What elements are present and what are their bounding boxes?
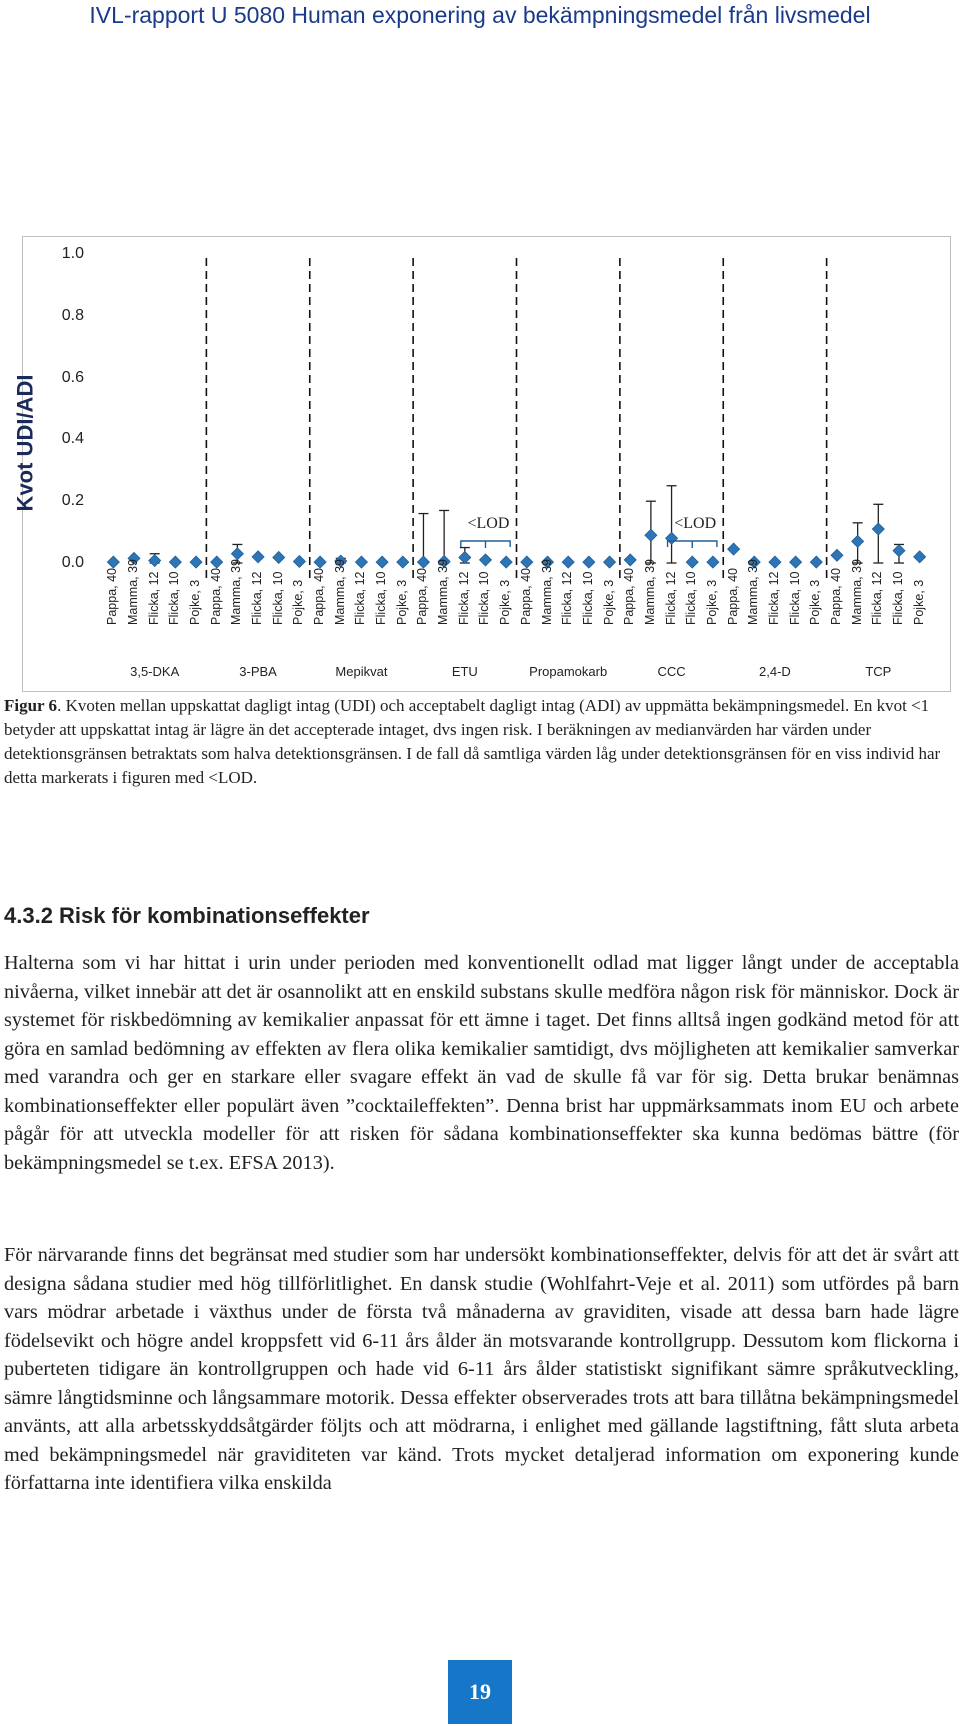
data-point xyxy=(769,556,781,568)
x-tick-label: Pojke, 3 xyxy=(394,579,409,625)
y-tick-label: 0.2 xyxy=(61,492,84,510)
x-tick-label: Flicka, 12 xyxy=(353,571,368,625)
x-tick-label: Pojke, 3 xyxy=(704,579,719,625)
data-point xyxy=(293,555,305,567)
data-point xyxy=(831,549,843,561)
group-label: ETU xyxy=(451,664,478,679)
group-label: 3,5-DKA xyxy=(130,664,180,679)
x-tick-label: Pappa, 40 xyxy=(312,568,327,625)
group-label: 2,4-D xyxy=(759,664,791,679)
x-tick-label: Flicka, 10 xyxy=(890,571,905,625)
group-label: 3-PBA xyxy=(239,664,277,679)
x-tick-label: Pojke, 3 xyxy=(498,579,513,625)
section-title: 4.3.2 Risk för kombinationseffekter xyxy=(4,903,370,928)
data-point xyxy=(355,556,367,568)
data-point xyxy=(707,556,719,568)
x-tick-label: Pappa, 40 xyxy=(208,568,223,625)
x-tick-label: Mamma, 39 xyxy=(229,559,244,625)
data-point xyxy=(190,556,202,568)
data-point xyxy=(376,556,388,568)
data-point xyxy=(872,523,884,535)
x-tick-label: Pappa, 40 xyxy=(725,568,740,625)
data-point xyxy=(252,551,264,563)
data-point xyxy=(562,556,574,568)
x-tick-label: Flicka, 10 xyxy=(684,571,699,625)
data-point xyxy=(604,556,616,568)
data-point xyxy=(521,556,533,568)
data-point xyxy=(500,556,512,568)
x-tick-label: Flicka, 12 xyxy=(663,571,678,625)
y-tick-label: 1.0 xyxy=(61,245,84,262)
x-tick-label: Flicka, 10 xyxy=(167,571,182,625)
group-label: Mepikvat xyxy=(335,664,388,679)
data-point xyxy=(417,556,429,568)
data-point xyxy=(728,543,740,555)
x-tick-label: Flicka, 10 xyxy=(477,571,492,625)
x-tick-label: Flicka, 12 xyxy=(870,571,885,625)
x-tick-label: Pojke, 3 xyxy=(291,579,306,625)
x-tick-label: Mamma, 39 xyxy=(436,559,451,625)
x-tick-label: Pojke, 3 xyxy=(601,579,616,625)
group-label: Propamokarb xyxy=(529,664,608,679)
report-header: IVL-rapport U 5080 Human exponering av bekämpningsmedel från livsmedel xyxy=(89,2,871,28)
data-point xyxy=(893,545,905,557)
y-axis-title-text: Kvot UDI/ADI xyxy=(12,374,38,512)
x-tick-label: Mamma, 39 xyxy=(332,559,347,625)
x-tick-label: Flicka, 10 xyxy=(270,571,285,625)
x-tick-label: Flicka, 12 xyxy=(146,571,161,625)
lod-bracket xyxy=(668,541,717,548)
lod-label: <LOD xyxy=(674,515,717,532)
x-tick-label: Pojke, 3 xyxy=(808,579,823,625)
x-tick-label: Pappa, 40 xyxy=(105,568,120,625)
data-point xyxy=(479,554,491,566)
data-point xyxy=(624,554,636,566)
x-tick-label: Pappa, 40 xyxy=(828,568,843,625)
y-tick-label: 0.6 xyxy=(61,368,84,386)
data-point xyxy=(149,555,161,567)
x-tick-label: Flicka, 12 xyxy=(560,571,575,625)
x-tick-label: Mamma, 39 xyxy=(539,559,554,625)
data-point xyxy=(645,529,657,541)
x-tick-label: Flicka, 10 xyxy=(374,571,389,625)
data-point xyxy=(852,535,864,547)
x-tick-label: Flicka, 10 xyxy=(580,571,595,625)
x-tick-label: Pojke, 3 xyxy=(188,579,203,625)
data-point xyxy=(459,551,471,563)
data-point xyxy=(211,556,223,568)
y-tick-label: 0.8 xyxy=(61,306,84,324)
y-tick-label: 0.4 xyxy=(61,430,84,448)
data-point xyxy=(273,551,285,563)
x-tick-label: Flicka, 10 xyxy=(787,571,802,625)
data-point xyxy=(231,548,243,560)
data-point xyxy=(314,556,326,568)
x-tick-label: Mamma, 39 xyxy=(746,559,761,625)
x-tick-label: Pappa, 40 xyxy=(622,568,637,625)
page-number: 19 xyxy=(448,1660,512,1724)
data-point xyxy=(397,556,409,568)
x-tick-label: Mamma, 39 xyxy=(642,559,657,625)
data-point xyxy=(583,556,595,568)
x-tick-label: Mamma, 39 xyxy=(126,559,140,625)
data-point xyxy=(686,556,698,568)
y-tick-label: 0.0 xyxy=(61,554,84,571)
x-tick-label: Pappa, 40 xyxy=(415,568,430,625)
x-tick-label: Pojke, 3 xyxy=(911,579,926,625)
paragraph: För närvarande finns det begränsat med studier som har undersökt kombinationseffekter, delvis för att det är svårt att designa sådana studier med hög tillförlitlighet. En dansk studie (Wohlfahrt-Veje et al. 2011) som utfördes på barn vars mödrar arbetade i växthus under de första två månaderna av graviditen, visade att dessa barn hade lägre födelsevikt och högre andel kroppsfett vid 6-11 års ålder än motsvarande kontrollgrupp. Dessutom kom flickorna i puberteten tidigare än kontrollgruppen och hade vid 6-11 års ålder statistiskt signifikant sämre språkutveckling, sämre långtidsminne och långsammare motorik. Dessa effekter observerades trots att bara tillåtna bekämpningsmedel använts, att alla arbetsskyddsåtgärder följts och att mödrarna, i enlighet med gällande lagstiftning, fått sluta arbeta med bekämpningsmedel när graviditeten var känd. Trots mycket detaljerad information om exponering kunde författarna inte identifiera vilka enskilda xyxy=(4,1244,959,1494)
figure-caption-text: . Kvoten mellan uppskattat dagligt intag (UDI) och acceptabelt dagligt intag (ADI) av uppmätta bekämpningsmedel. En kvot <1 betyder att uppskattat intag är lägre än det accepterade intaget, dvs ingen risk. I beräkningen av medianvärden har värden under detektionsgränsen betraktats som halva detektionsgränsen. I de fall då samtliga värden låg under detektionsgränsen för en viss individ har detta markerats i figuren med <LOD. xyxy=(4,696,941,787)
group-label: CCC xyxy=(657,664,686,679)
x-tick-label: Pappa, 40 xyxy=(518,568,533,625)
data-point xyxy=(810,556,822,568)
figure-label: Figur 6 xyxy=(4,696,58,715)
x-tick-label: Flicka, 12 xyxy=(250,571,265,625)
data-point xyxy=(914,551,926,563)
group-label: TCP xyxy=(865,664,892,679)
x-tick-label: Flicka, 12 xyxy=(766,571,781,625)
x-tick-label: Mamma, 39 xyxy=(849,559,864,625)
figure-caption xyxy=(4,694,952,790)
data-point xyxy=(790,556,802,568)
data-point xyxy=(169,556,181,568)
lod-label: <LOD xyxy=(467,515,510,532)
data-point xyxy=(107,556,119,568)
paragraph: Halterna som vi har hittat i urin under perioden med konventionellt odlad mat ligger långt under de acceptabla nivåerna, vilket innebär att det är osannolikt att en enskild substans skulle medföra någon risk för människor. Dock är systemet för riskbedömning av kemikalier anpassat för ett ämne i taget. Det finns alltså ingen godkänd metod för att göra en samlad bedömning av effekten av flera olika kemikalier samtidigt, dvs möjligheten att kemikalier samverkar med varandra och ger en starkare eller svagare effekt än vad de skulle få var för sig. Detta brukar benämnas kombinationseffekter eller populärt även ”cocktaileffekten”. Denna brist har uppmärksammats inom EU och arbete pågår för att utveckla modeller för att risken för sådana kombinationseffekter ska kunna bedömas bättre (för bekämpningsmedel se t.ex. EFSA 2013). xyxy=(4,952,959,1174)
x-tick-label: Flicka, 12 xyxy=(456,571,471,625)
